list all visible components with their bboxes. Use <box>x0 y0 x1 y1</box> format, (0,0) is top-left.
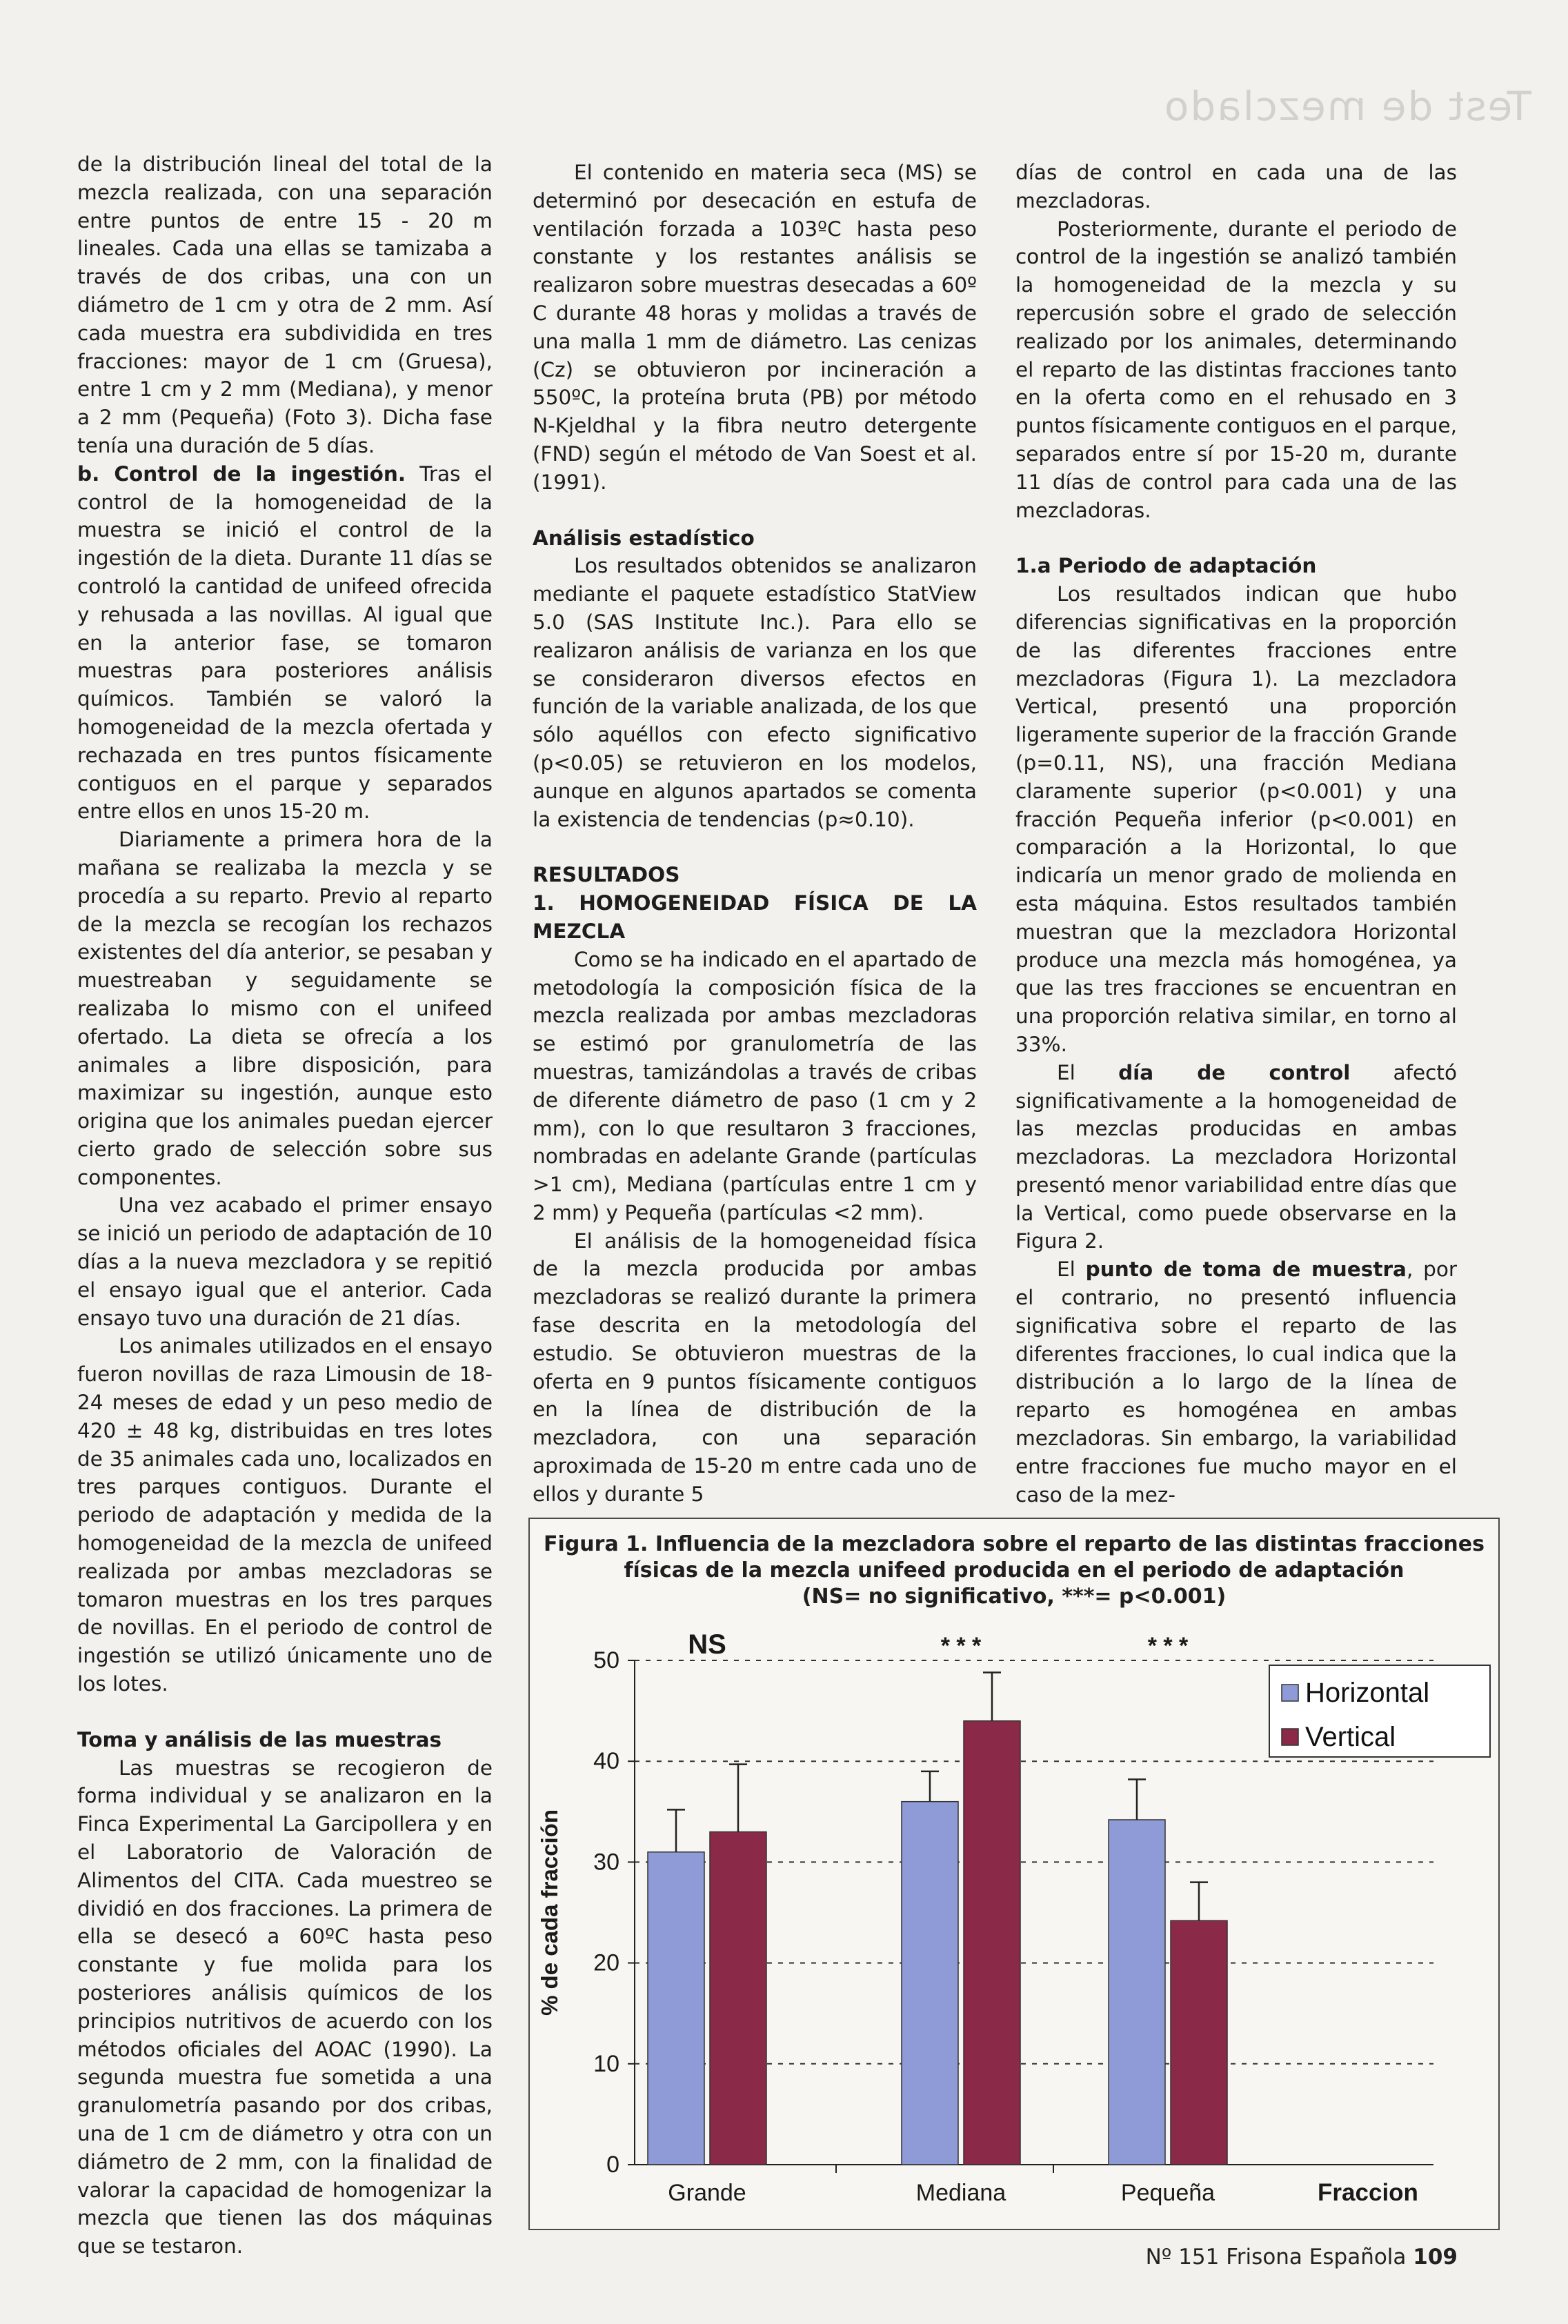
bar-chart <box>530 1519 1498 2229</box>
significance-label: * * * <box>1147 1633 1189 1659</box>
bar-horizontal-grande <box>648 1852 704 2165</box>
paragraph <box>1015 1255 1457 1509</box>
bar-horizontal-pequeña <box>1109 1820 1165 2165</box>
x-tick-label: Pequeña <box>1120 2180 1215 2206</box>
paragraph <box>77 460 493 826</box>
section-heading: Análisis estadístico <box>533 526 755 550</box>
paragraph: Las muestras se recogieron de forma individual y se analizaron en la Finca Experimental La Garcipollera y en el Laboratorio de Valoración de Alimentos del CITA. Cada muestreo se dividió en dos fracciones. La primera de ella se desecó a 60ºC hasta peso constante y fue molida para los posteriores análisis químicos de los principios nutritivos de acuerdo con los métodos oficiales del AOAC (1990). La segunda muestra fue sometida a una granulometría pasando por dos cribas, una de 1 cm de diámetro y otra con un diámetro de 2 mm, con la finalidad de valorar la capacidad de homogenizar la mezcla que tienen las dos máquinas que se testaron. <box>77 1756 493 2258</box>
bar-vertical-grande <box>710 1832 766 2165</box>
bold-term: punto de toma de muestra <box>1085 1258 1407 1282</box>
y-tick-label: 50 <box>593 1647 619 1674</box>
x-tick-label: Mediana <box>915 2180 1006 2206</box>
paragraph: Los resultados indican que hubo diferencias significativas en la proporción de las diferentes fracciones entre mezcladoras (Figura 1). La mezcladora Vertical, presentó una proporción ligeramente superior de la fracción Grande (p=0.11, NS), una fracción Mediana claramente superior (p<0.001) y una fracción Pequeña inferior (p<0.001) en comparación a la Horizontal, lo que indicaría un menor grado de molienda en esta máquina. Estos resultados también muestran que la mezcladora Horizontal produce una mezcla más homogénea, ya que las tres fracciones se encuentran en una proporción relativa similar, en torno al 33%. <box>1015 582 1457 1056</box>
bar-vertical-mediana <box>964 1721 1020 2165</box>
text: , por el contrario, no presentó influencia significativa sobre el reparto de las diferentes fracciones, lo cual indica que la distribución a lo largo de la línea de reparto es homogénea en ambas mezcladoras. Sin embargo, la variabilidad entre fracciones fue mucho mayor en el caso de la mez- <box>1015 1258 1457 1507</box>
y-tick-label: 30 <box>593 1849 619 1876</box>
paragraph <box>1015 1059 1457 1256</box>
y-tick-label: 40 <box>593 1748 619 1775</box>
caption-line: físicas de la mezcla unifeed producida en el periodo de adaptación <box>624 1558 1405 1582</box>
bar-vertical-pequeña <box>1171 1920 1227 2165</box>
paragraph: Los resultados obtenidos se analizaron mediante el paquete estadístico StatView 5.0 (SAS Institute Inc.). Para ello se realizaron análisis de varianza en los que se consideraron diversos efectos en función de la variable analizada, de los que sólo aquéllos con efecto significativo (p<0.05) se retuvieron en los modelos, aunque en algunos apartados se comenta la existencia de tendencias (p≈0.10). <box>533 554 977 831</box>
x-axis-label: Fraccion <box>1318 2179 1418 2206</box>
paragraph-text: Tras el control de la homogeneidad de la muestra se inició el control de la ingestión de la dieta. Durante 11 días se controló la cantidad de unifeed ofrecida y rehusada a las novillas. Al igual que en la anterior fase, se tomaron muestras para posteriores análisis químicos. También se valoró la homogeneidad de la mezcla ofertada y rechazada en tres puntos físicamente contiguos en el parque y separados entre ellos en unos 15-20 m. <box>77 461 493 824</box>
page-number: 109 <box>1413 2245 1458 2270</box>
paragraph: días de control en cada una de las mezcladoras. <box>1015 161 1457 212</box>
bar-horizontal-mediana <box>902 1802 958 2165</box>
inline-heading: b. Control de la ingestión. <box>77 461 406 486</box>
y-axis-label: % de cada fracción <box>537 1809 562 2016</box>
column-3 <box>1015 159 1457 1509</box>
page-footer <box>1146 2245 1458 2270</box>
caption-line: Figura 1. Influencia de la mezcladora sobre el reparto de las distintas fracciones <box>544 1532 1485 1556</box>
bold-term: día de control <box>1118 1060 1351 1084</box>
section-heading: 1.a Periodo de adaptación <box>1015 554 1317 578</box>
paragraph: El análisis de la homogeneidad física de la mezcla producida por ambas mezcladoras se realizó durante la primera fase descrita en la metodología del estudio. Se obtuvieron muestras de la oferta en 9 puntos físicamente contiguos en la línea de distribución de la mezcladora, con una separación aproximada de 15-20 m entre cada uno de ellos y durante 5 <box>533 1229 977 1506</box>
y-tick-label: 20 <box>593 1949 619 1976</box>
caption-line: (NS= no significativo, ***= p<0.001) <box>802 1585 1227 1609</box>
paragraph: Los animales utilizados en el ensayo fueron novillas de raza Limousin de 18-24 meses de edad y un peso medio de 420 ± 48 kg, distribuidas en tres lotes de 35 animales cada uno, localizados en tres parques contiguos. Durante el periodo de adaptación y medida de la homogeneidad de la mezcla de unifeed realizada por ambas mezcladoras se tomaron muestras en los tres parques de novillas. En el periodo de control de ingestión se utilizó únicamente uno de los lotes. <box>77 1334 493 1696</box>
text: El <box>1057 1258 1086 1282</box>
paragraph: Posteriormente, durante el periodo de control de la ingestión se analizó también la homogeneidad de la mezcla y su repercusión sobre el grado de selección realizado por los animales, determinando el reparto de las distintas fracciones tanto en la oferta como en el rehusado en 3 puntos físicamente contiguos en el parque, separados entre sí por 15-20 m, durante 11 días de control para cada una de las mezcladoras. <box>1015 217 1457 522</box>
legend-label-horizontal: Horizontal <box>1305 1678 1430 1708</box>
text: El <box>1057 1060 1119 1084</box>
legend-swatch-horizontal <box>1282 1685 1298 1701</box>
figure-1 <box>528 1518 1500 2230</box>
legend-label-vertical: Vertical <box>1305 1722 1396 1752</box>
section-heading: RESULTADOS <box>533 863 680 887</box>
section-heading: Toma y análisis de las muestras <box>77 1727 442 1751</box>
y-tick-label: 0 <box>606 2152 619 2178</box>
column-1 <box>77 150 493 2261</box>
legend-swatch-vertical <box>1282 1729 1298 1745</box>
paragraph: Una vez acabado el primer ensayo se inició un periodo de adaptación de 10 días a la nueva mezcladora y se repitió el ensayo igual que el anterior. Cada ensayo tuvo una duración de 21 días. <box>77 1193 493 1330</box>
paragraph: Como se ha indicado en el apartado de metodología la composición física de la mezcla realizada por ambas mezcladoras se estimó por granulometría de las muestras, tamizándolas a través de cribas de diferente diámetro de paso (1 cm y 2 mm), con lo que resultaron 3 fracciones, nombradas en adelante Grande (partículas >1 cm), Mediana (partículas entre 1 cm y 2 mm) y Pequeña (partículas <2 mm). <box>533 947 977 1224</box>
text: afectó significativamente a la homogeneidad de las mezclas producidas en ambas mezcladoras. La mezcladora Horizontal presentó menor variabilidad entre días que la Vertical, como puede observarse en la Figura 2. <box>1015 1060 1457 1253</box>
footer-text: Nº 151 Frisona Española <box>1145 2245 1413 2270</box>
y-tick-label: 10 <box>593 2050 619 2077</box>
significance-label: NS <box>688 1629 726 1660</box>
paragraph: El contenido en materia seca (MS) se determinó por desecación en estufa de ventilación forzada a 103ºC hasta peso constante y los restantes análisis se realizaron sobre muestras desecadas a 60º C durante 48 horas y molidas a través de una malla 1 mm de diámetro. Las cenizas (Cz) se obtuvieron por incineración a 550ºC, la proteína bruta (PB) por método N-Kjeldhal y la fibra neutro detergente (FND) según el método de Van Soest et al. (1991). <box>533 161 977 494</box>
significance-label: * * * <box>940 1633 982 1659</box>
column-2 <box>533 159 977 1509</box>
bleed-through-header: Test de mezclado <box>1162 83 1531 130</box>
section-heading: 1. HOMOGENEIDAD FÍSICA DE LA MEZCLA <box>533 891 977 943</box>
paragraph: Diariamente a primera hora de la mañana se realizaba la mezcla y se procedía a su reparto. Previo al reparto de la mezcla se recogían los rechazos existentes del día anterior, se pesaban y muestreaban y seguidamente se realizaba lo mismo con el unifeed ofertado. La dieta se ofrecía a los animales a libre disposición, para maximizar su ingestión, aunque esto origina que los animales puedan ejercer cierto grado de selección sobre sus componentes. <box>77 828 493 1189</box>
paragraph: de la distribución lineal del total de la mezcla realizada, con una separación entre puntos de entre 15 - 20 m lineales. Cada una ellas se tamizaba a través de dos cribas, una con un diámetro de 1 cm y otra de 2 mm. Así cada muestra era subdividida en tres fracciones: mayor de 1 cm (Gruesa), entre 1 cm y 2 mm (Mediana), y menor a 2 mm (Pequeña) (Foto 3). Dicha fase tenía una duración de 5 días. <box>77 152 493 457</box>
x-tick-label: Grande <box>668 2180 746 2206</box>
